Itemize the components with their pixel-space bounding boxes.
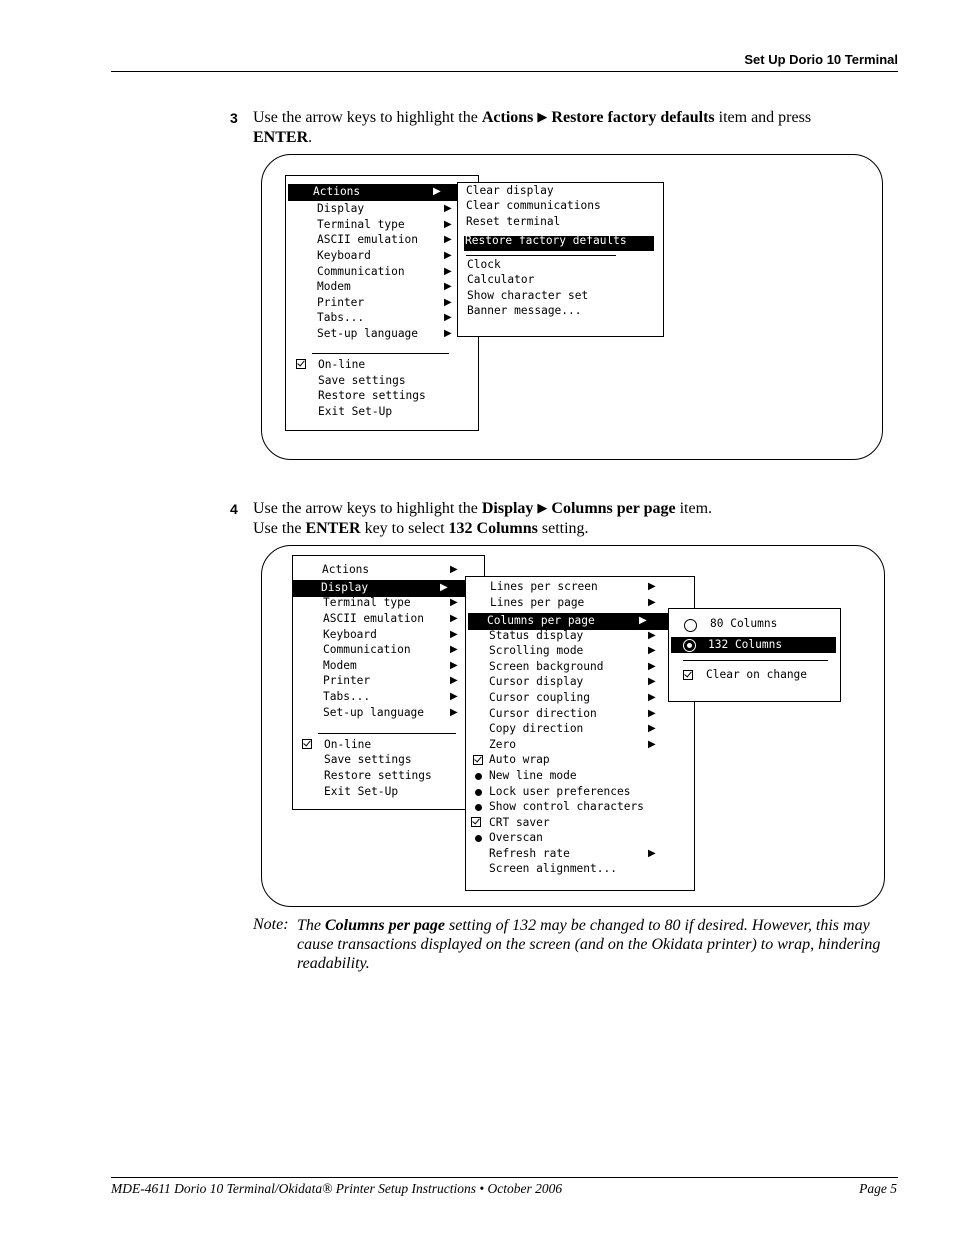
submenu-arrow-icon: ▶ [648, 676, 656, 687]
checkbox-checked-icon[interactable] [473, 755, 483, 765]
menu-item-online[interactable]: On-line [318, 358, 366, 371]
menu-item-overscan[interactable]: Overscan [489, 831, 543, 844]
submenu-arrow-icon: ▶ [444, 219, 452, 230]
radio-selected-icon[interactable] [683, 639, 696, 652]
step-3-enter: ENTER [253, 129, 309, 146]
menu-item-clock[interactable]: Clock [467, 258, 501, 271]
step-3-text [253, 108, 893, 148]
footer-doc-title: MDE-4611 Dorio 10 Terminal/Okidata® Printer Setup Instructions • October 2006 [111, 1181, 563, 1196]
submenu-arrow-icon: ▶ [648, 581, 656, 592]
menu-divider [683, 660, 828, 661]
submenu-arrow-icon: ▶ [648, 597, 656, 608]
menu-item-clear-display[interactable]: Clear display [466, 184, 554, 197]
menu-item-tabs[interactable]: Tabs... [323, 690, 371, 703]
submenu-arrow-icon: ▶ [648, 630, 656, 641]
menu-item-lines-per-screen[interactable]: Lines per screen [490, 580, 598, 593]
menu-item-communication[interactable]: Communication [317, 265, 405, 278]
submenu-arrow-icon: ▶ [444, 234, 452, 245]
step-4-132: 132 Columns [448, 520, 538, 537]
submenu-arrow-icon: ▶ [444, 312, 452, 323]
menu-item-actions[interactable]: Actions [322, 563, 370, 576]
submenu-arrow-icon: ▶ [450, 564, 458, 575]
step-3-t2: item and press [714, 109, 812, 126]
menu-item-status-display[interactable]: Status display [489, 629, 584, 642]
submenu-arrow-icon: ▶ [648, 739, 656, 750]
menu-item-restore-settings[interactable]: Restore settings [324, 769, 432, 782]
step-4-display: Display [481, 500, 534, 517]
menu-divider [318, 733, 456, 734]
submenu-arrow-icon: ▶ [444, 328, 452, 339]
menu-item-setup-language[interactable]: Set-up language [323, 706, 425, 719]
submenu-arrow-icon: ▶ [648, 708, 656, 719]
menu-item-screen-alignment[interactable]: Screen alignment... [489, 862, 617, 875]
menu-item-crt-saver[interactable]: CRT saver [489, 816, 550, 829]
menu-item-screen-background[interactable]: Screen background [489, 660, 604, 673]
menu-item-save-settings[interactable]: Save settings [324, 753, 412, 766]
note-t2: setting of 132 may be changed to 80 if desired. However, this may cause transactions displayed on the screen (and on the Okidata printer) to wrap, hindering readability. [297, 917, 881, 972]
option-132-columns[interactable]: 132 Columns [708, 638, 783, 651]
menu-item-auto-wrap[interactable]: Auto wrap [489, 753, 550, 766]
bullet-icon [475, 835, 482, 842]
submenu-arrow-icon: ▶ [537, 109, 548, 124]
step-3-t1: Use the arrow keys to highlight the [253, 109, 482, 126]
submenu-arrow-icon: ▶ [444, 266, 452, 277]
step-3-number: 3 [230, 110, 238, 126]
menu-item-terminal-type[interactable]: Terminal type [323, 596, 411, 609]
menu-item-keyboard[interactable]: Keyboard [323, 628, 377, 641]
submenu-arrow-icon: ▶ [648, 645, 656, 656]
menu-item-tabs[interactable]: Tabs... [317, 311, 365, 324]
menu-item-columns-per-page[interactable]: Columns per page [487, 614, 595, 627]
option-clear-on-change[interactable]: Clear on change [706, 668, 808, 681]
step-4-t5: setting. [537, 520, 589, 537]
submenu-arrow-icon: ▶ [444, 281, 452, 292]
submenu-arrow-icon: ▶ [450, 613, 458, 624]
option-80-columns[interactable]: 80 Columns [710, 617, 778, 630]
note-t1: The [297, 917, 325, 934]
bullet-icon [475, 804, 482, 811]
submenu-arrow-icon: ▶ [444, 297, 452, 308]
submenu-arrow-icon: ▶ [648, 661, 656, 672]
menu-item-refresh-rate[interactable]: Refresh rate [489, 847, 570, 860]
menu-item-printer[interactable]: Printer [323, 674, 371, 687]
submenu-arrow-icon: ▶ [450, 629, 458, 640]
checkbox-checked-icon[interactable] [302, 739, 312, 749]
menu-item-reset-terminal[interactable]: Reset terminal [466, 215, 561, 228]
step-4-t3: Use the [253, 520, 306, 537]
footer-rule [111, 1177, 898, 1178]
menu-item-show-control-characters[interactable]: Show control characters [489, 800, 644, 813]
menu-item-modem[interactable]: Modem [323, 659, 357, 672]
menu-item-setup-language[interactable]: Set-up language [317, 327, 419, 340]
menu-item-display[interactable]: Display [317, 202, 365, 215]
menu-item-keyboard[interactable]: Keyboard [317, 249, 371, 262]
submenu-arrow-icon: ▶ [433, 186, 441, 197]
menu-item-terminal-type[interactable]: Terminal type [317, 218, 405, 231]
step-4-t2: item. [675, 500, 713, 517]
checkbox-checked-icon[interactable] [296, 359, 306, 369]
submenu-arrow-icon: ▶ [450, 675, 458, 686]
checkbox-checked-icon[interactable] [471, 817, 481, 827]
menu-item-banner-message[interactable]: Banner message... [467, 304, 582, 317]
menu-item-display[interactable]: Display [321, 581, 369, 594]
menu-item-restore-factory-defaults[interactable]: Restore factory defaults [465, 234, 627, 247]
menu-divider [466, 255, 616, 256]
running-header: Set Up Dorio 10 Terminal [744, 52, 898, 67]
note-columns: Columns per page [325, 917, 446, 934]
menu-item-exit-setup[interactable]: Exit Set-Up [318, 405, 393, 418]
menu-item-exit-setup[interactable]: Exit Set-Up [324, 785, 399, 798]
submenu-arrow-icon: ▶ [444, 250, 452, 261]
menu-item-ascii-emulation[interactable]: ASCII emulation [323, 612, 425, 625]
footer-page-number: Page 5 [859, 1181, 897, 1196]
step-3-t3: . [308, 129, 313, 146]
step-3-restore: Restore factory defaults [551, 109, 715, 126]
submenu-arrow-icon: ▶ [444, 203, 452, 214]
menu-item-modem[interactable]: Modem [317, 280, 351, 293]
step-3-actions: Actions [481, 109, 534, 126]
submenu-arrow-icon: ▶ [648, 723, 656, 734]
menu-item-copy-direction[interactable]: Copy direction [489, 722, 584, 735]
step-4-t1: Use the arrow keys to highlight the [253, 500, 482, 517]
note-text [297, 916, 897, 973]
menu-item-new-line-mode[interactable]: New line mode [489, 769, 577, 782]
submenu-arrow-icon: ▶ [440, 582, 448, 593]
radio-unselected-icon[interactable] [684, 619, 697, 632]
header-rule [111, 71, 898, 72]
submenu-arrow-icon: ▶ [537, 500, 548, 515]
menu-divider [312, 353, 449, 354]
menu-item-printer[interactable]: Printer [317, 296, 365, 309]
menu-item-show-character-set[interactable]: Show character set [467, 289, 589, 302]
note-label: Note: [253, 916, 289, 933]
menu-item-cursor-coupling[interactable]: Cursor coupling [489, 691, 591, 704]
bullet-icon [475, 789, 482, 796]
menu-item-communication[interactable]: Communication [323, 643, 411, 656]
step-4-columns: Columns per page [551, 500, 676, 517]
submenu-arrow-icon: ▶ [450, 597, 458, 608]
submenu-arrow-icon: ▶ [450, 707, 458, 718]
submenu-arrow-icon: ▶ [648, 692, 656, 703]
menu-item-lock-user-preferences[interactable]: Lock user preferences [489, 785, 631, 798]
menu-item-actions[interactable]: Actions [313, 185, 361, 198]
submenu-arrow-icon: ▶ [450, 660, 458, 671]
menu-item-lines-per-page[interactable]: Lines per page [490, 596, 585, 609]
submenu-arrow-icon: ▶ [450, 644, 458, 655]
step-4-number: 4 [230, 501, 238, 517]
step-4-text [253, 499, 893, 539]
step-4-enter: ENTER [305, 520, 361, 537]
menu-item-online[interactable]: On-line [324, 738, 372, 751]
menu-item-restore-settings[interactable]: Restore settings [318, 389, 426, 402]
menu-item-save-settings[interactable]: Save settings [318, 374, 406, 387]
submenu-arrow-icon: ▶ [450, 691, 458, 702]
bullet-icon [475, 773, 482, 780]
menu-item-clear-communications[interactable]: Clear communications [466, 199, 601, 212]
checkbox-checked-icon[interactable] [683, 670, 693, 680]
submenu-arrow-icon: ▶ [648, 848, 656, 859]
step-4-t4: key to select [360, 520, 449, 537]
menu-item-ascii-emulation[interactable]: ASCII emulation [317, 233, 419, 246]
menu-item-scrolling-mode[interactable]: Scrolling mode [489, 644, 584, 657]
menu-item-cursor-direction[interactable]: Cursor direction [489, 707, 597, 720]
submenu-arrow-icon: ▶ [639, 615, 647, 626]
menu-item-zero[interactable]: Zero [489, 738, 516, 751]
menu-item-calculator[interactable]: Calculator [467, 273, 535, 286]
menu-item-cursor-display[interactable]: Cursor display [489, 675, 584, 688]
